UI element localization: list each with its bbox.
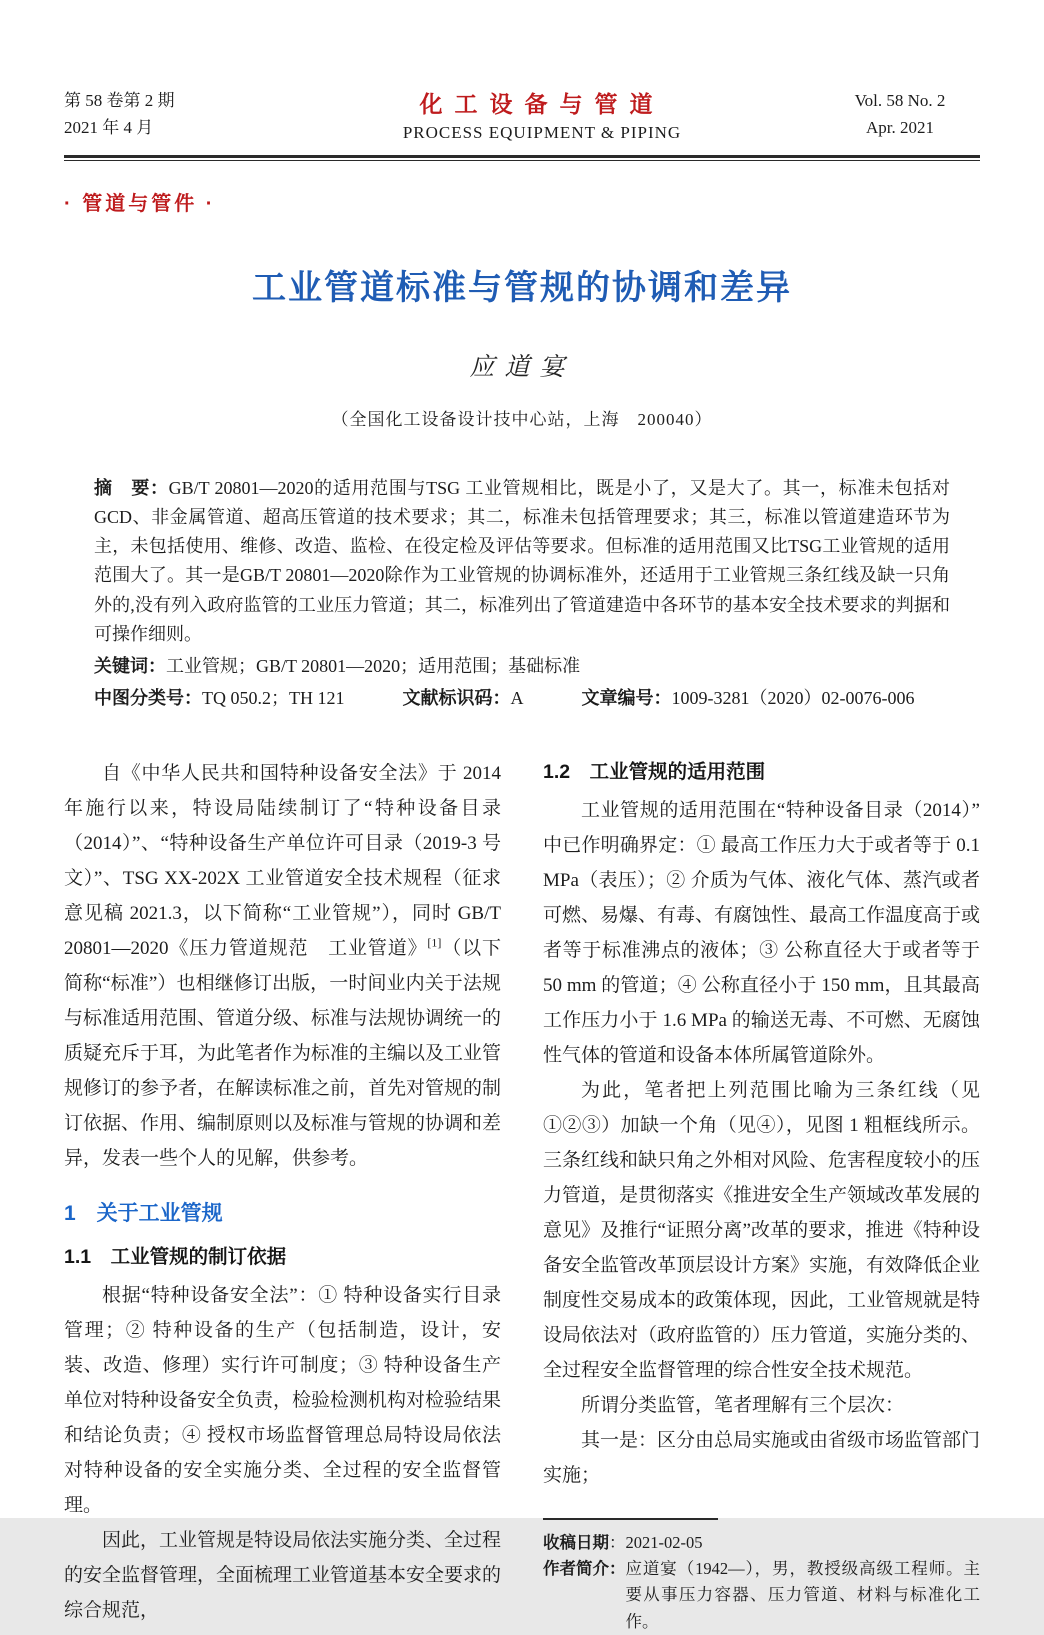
section-1-1-paragraph-1: 根据“特种设备安全法”：① 特种设备实行目录管理；② 特种设备的生产（包括制造，设计，安装、改造、修理）实行许可制度；③ 特种设备生产单位对特种设备安全负责，检验检测机构对检验结果和结论负责；④ 授权市场监督管理总局特设局依法对特种设备的安全实施分类、全过程的安全监督管理。 <box>64 1279 501 1524</box>
journal-title-cn: 化工设备与管道 <box>264 86 820 119</box>
article-id-item <box>582 688 915 708</box>
clc-value: TQ 050.2；TH 121 <box>202 688 345 708</box>
author-bio-text: 应道宴（1942—），男，教授级高级工程师。主要从事压力容器、压力管道、材料与标准化工作。 <box>626 1556 981 1635</box>
section-1-heading: 1 关于工业管规 <box>64 1199 501 1228</box>
footnote-divider <box>543 1518 718 1520</box>
issue-date-cn: 2021 年 4 月 <box>64 115 264 141</box>
doc-code-label: 文献标识码： <box>403 688 511 708</box>
section-1-2-paragraph-2: 为此，笔者把上列范围比喻为三条红线（见①②③）加缺一个角（见④），见图 1 粗框线所示。三条红线和缺只角之外相对风险、危害程度较小的压力管道，是贯彻落实《推进安全生产领域改革发展的意见》及推行“证照分离”改革的要求，推进《特种设备安全监管改革顶层设计方案》实施，有效降低企业制度性交易成本的政策体现，因此，工业管规就是特设局依法对（政府监管的）压力管道，实施分类的、全过程安全监督管理的综合性安全技术规范。 <box>543 1074 980 1389</box>
article-id-value: 1009-3281（2020）02-0076-006 <box>672 688 915 708</box>
clc-label: 中图分类号： <box>94 688 202 708</box>
footnote-block <box>543 1518 980 1635</box>
abstract-block <box>94 474 950 713</box>
clc-item <box>94 688 345 708</box>
author-name: 应道宴 <box>64 347 980 383</box>
article-title: 工业管道标准与管规的协调和差异 <box>64 260 980 309</box>
journal-masthead <box>64 86 980 143</box>
issue-info-cn <box>64 88 264 141</box>
keywords-label: 关键词： <box>94 656 166 676</box>
keywords-line <box>94 652 950 681</box>
author-bio-label: 作者简介： <box>543 1556 626 1635</box>
section-banner: · 管道与管件 · <box>64 187 980 216</box>
left-column <box>64 757 501 1635</box>
section-1-2-paragraph-3: 所谓分类监管，笔者理解有三个层次： <box>543 1389 980 1424</box>
received-date-value: ：2021-02-05 <box>609 1530 703 1556</box>
received-date-line <box>543 1530 980 1556</box>
section-1-2-heading: 1.2 工业管规的适用范围 <box>543 757 980 788</box>
issue-info-en <box>820 88 980 141</box>
header-divider <box>64 155 980 161</box>
body-columns <box>64 757 980 1635</box>
section-1-2-paragraph-4: 其一是：区分由总局实施或由省级市场监管部门实施； <box>543 1424 980 1494</box>
keywords-text: 工业管规；GB/T 20801—2020；适用范围；基础标准 <box>166 656 580 676</box>
author-affiliation: （全国化工设备设计技中心站，上海 200040） <box>64 405 980 430</box>
classification-line <box>94 684 950 713</box>
issue-volume-en: Vol. 58 No. 2 <box>820 88 980 114</box>
journal-title-block <box>264 86 820 143</box>
doc-code-value: A <box>511 688 524 708</box>
reference-marker: [1] <box>427 936 441 950</box>
journal-title-en: PROCESS EQUIPMENT & PIPING <box>264 123 820 143</box>
abstract-paragraph <box>94 474 950 649</box>
issue-volume-cn: 第 58 卷第 2 期 <box>64 88 264 114</box>
intro-text-post: （以下简称“标准”）也相继修订出版，一时间业内关于法规与标准适用范围、管道分级、标准与法规协调统一的质疑充斥于耳，为此笔者作为标准的主编以及工业管规修订的参予者，在解读标准之前，首先对管规的制订依据、作用、编制原则以及标准与管规的协调和差异，发表一些个人的见解，供参考。 <box>64 938 501 1169</box>
section-1-1-paragraph-2: 因此，工业管规是特设局依法实施分类、全过程的安全监督管理，全面梳理工业管道基本安全要求的综合规范， <box>64 1524 501 1629</box>
section-1-1-heading: 1.1 工业管规的制订依据 <box>64 1242 501 1273</box>
intro-paragraph <box>64 757 501 1176</box>
doc-code-item <box>403 688 524 708</box>
intro-text-pre: 自《中华人民共和国特种设备安全法》于 2014 年施行以来，特设局陆续制订了“特种设备目录（2014）”、“特种设备生产单位许可目录（2019-3 号文）”、TSG XX-202X 工业管道安全技术规程（征求意见稿 2021.3，以下简称“工业管规”），同时 GB/T 20801—2020《压力管道规范 工业管道》 <box>64 763 501 959</box>
received-date-label: 收稿日期 <box>543 1530 609 1556</box>
issue-date-en: Apr. 2021 <box>820 115 980 141</box>
article-id-label: 文章编号： <box>582 688 672 708</box>
right-column <box>543 757 980 1635</box>
abstract-label: 摘 要： <box>94 478 169 498</box>
abstract-text: GB/T 20801—2020的适用范围与TSG 工业管规相比，既是小了，又是大了。其一，标准未包括对GCD、非金属管道、超高压管道的技术要求；其二，标准未包括管理要求；其三，标准以管道建造环节为主，未包括使用、维修、改造、监检、在役定检及评估等要求。但标准的适用范围又比TSG工业管规的适用范围大了。其一是GB/T 20801—2020除作为工业管规的协调标准外，还适用于工业管规三条红线及缺一只角外的,没有列入政府监管的工业压力管道；其二，标准列出了管道建造中各环节的基本安全技术要求的判据和可操作细则。 <box>94 478 950 644</box>
section-1-2-paragraph-1: 工业管规的适用范围在“特种设备目录（2014）”中已作明确界定：① 最高工作压力大于或者等于 0.1 MPa（表压）；② 介质为气体、液化气体、蒸汽或者可燃、易爆、有毒、有腐蚀性、最高工作温度高于或者等于标准沸点的液体；③ 公称直径大于或者等于 50 mm 的管道；④ 公称直径小于 150 mm，且其最高工作压力小于 1.6 MPa 的输送无毒、不可燃、无腐蚀性气体的管道和设备本体所属管道除外。 <box>543 794 980 1074</box>
author-bio-line <box>543 1556 980 1635</box>
